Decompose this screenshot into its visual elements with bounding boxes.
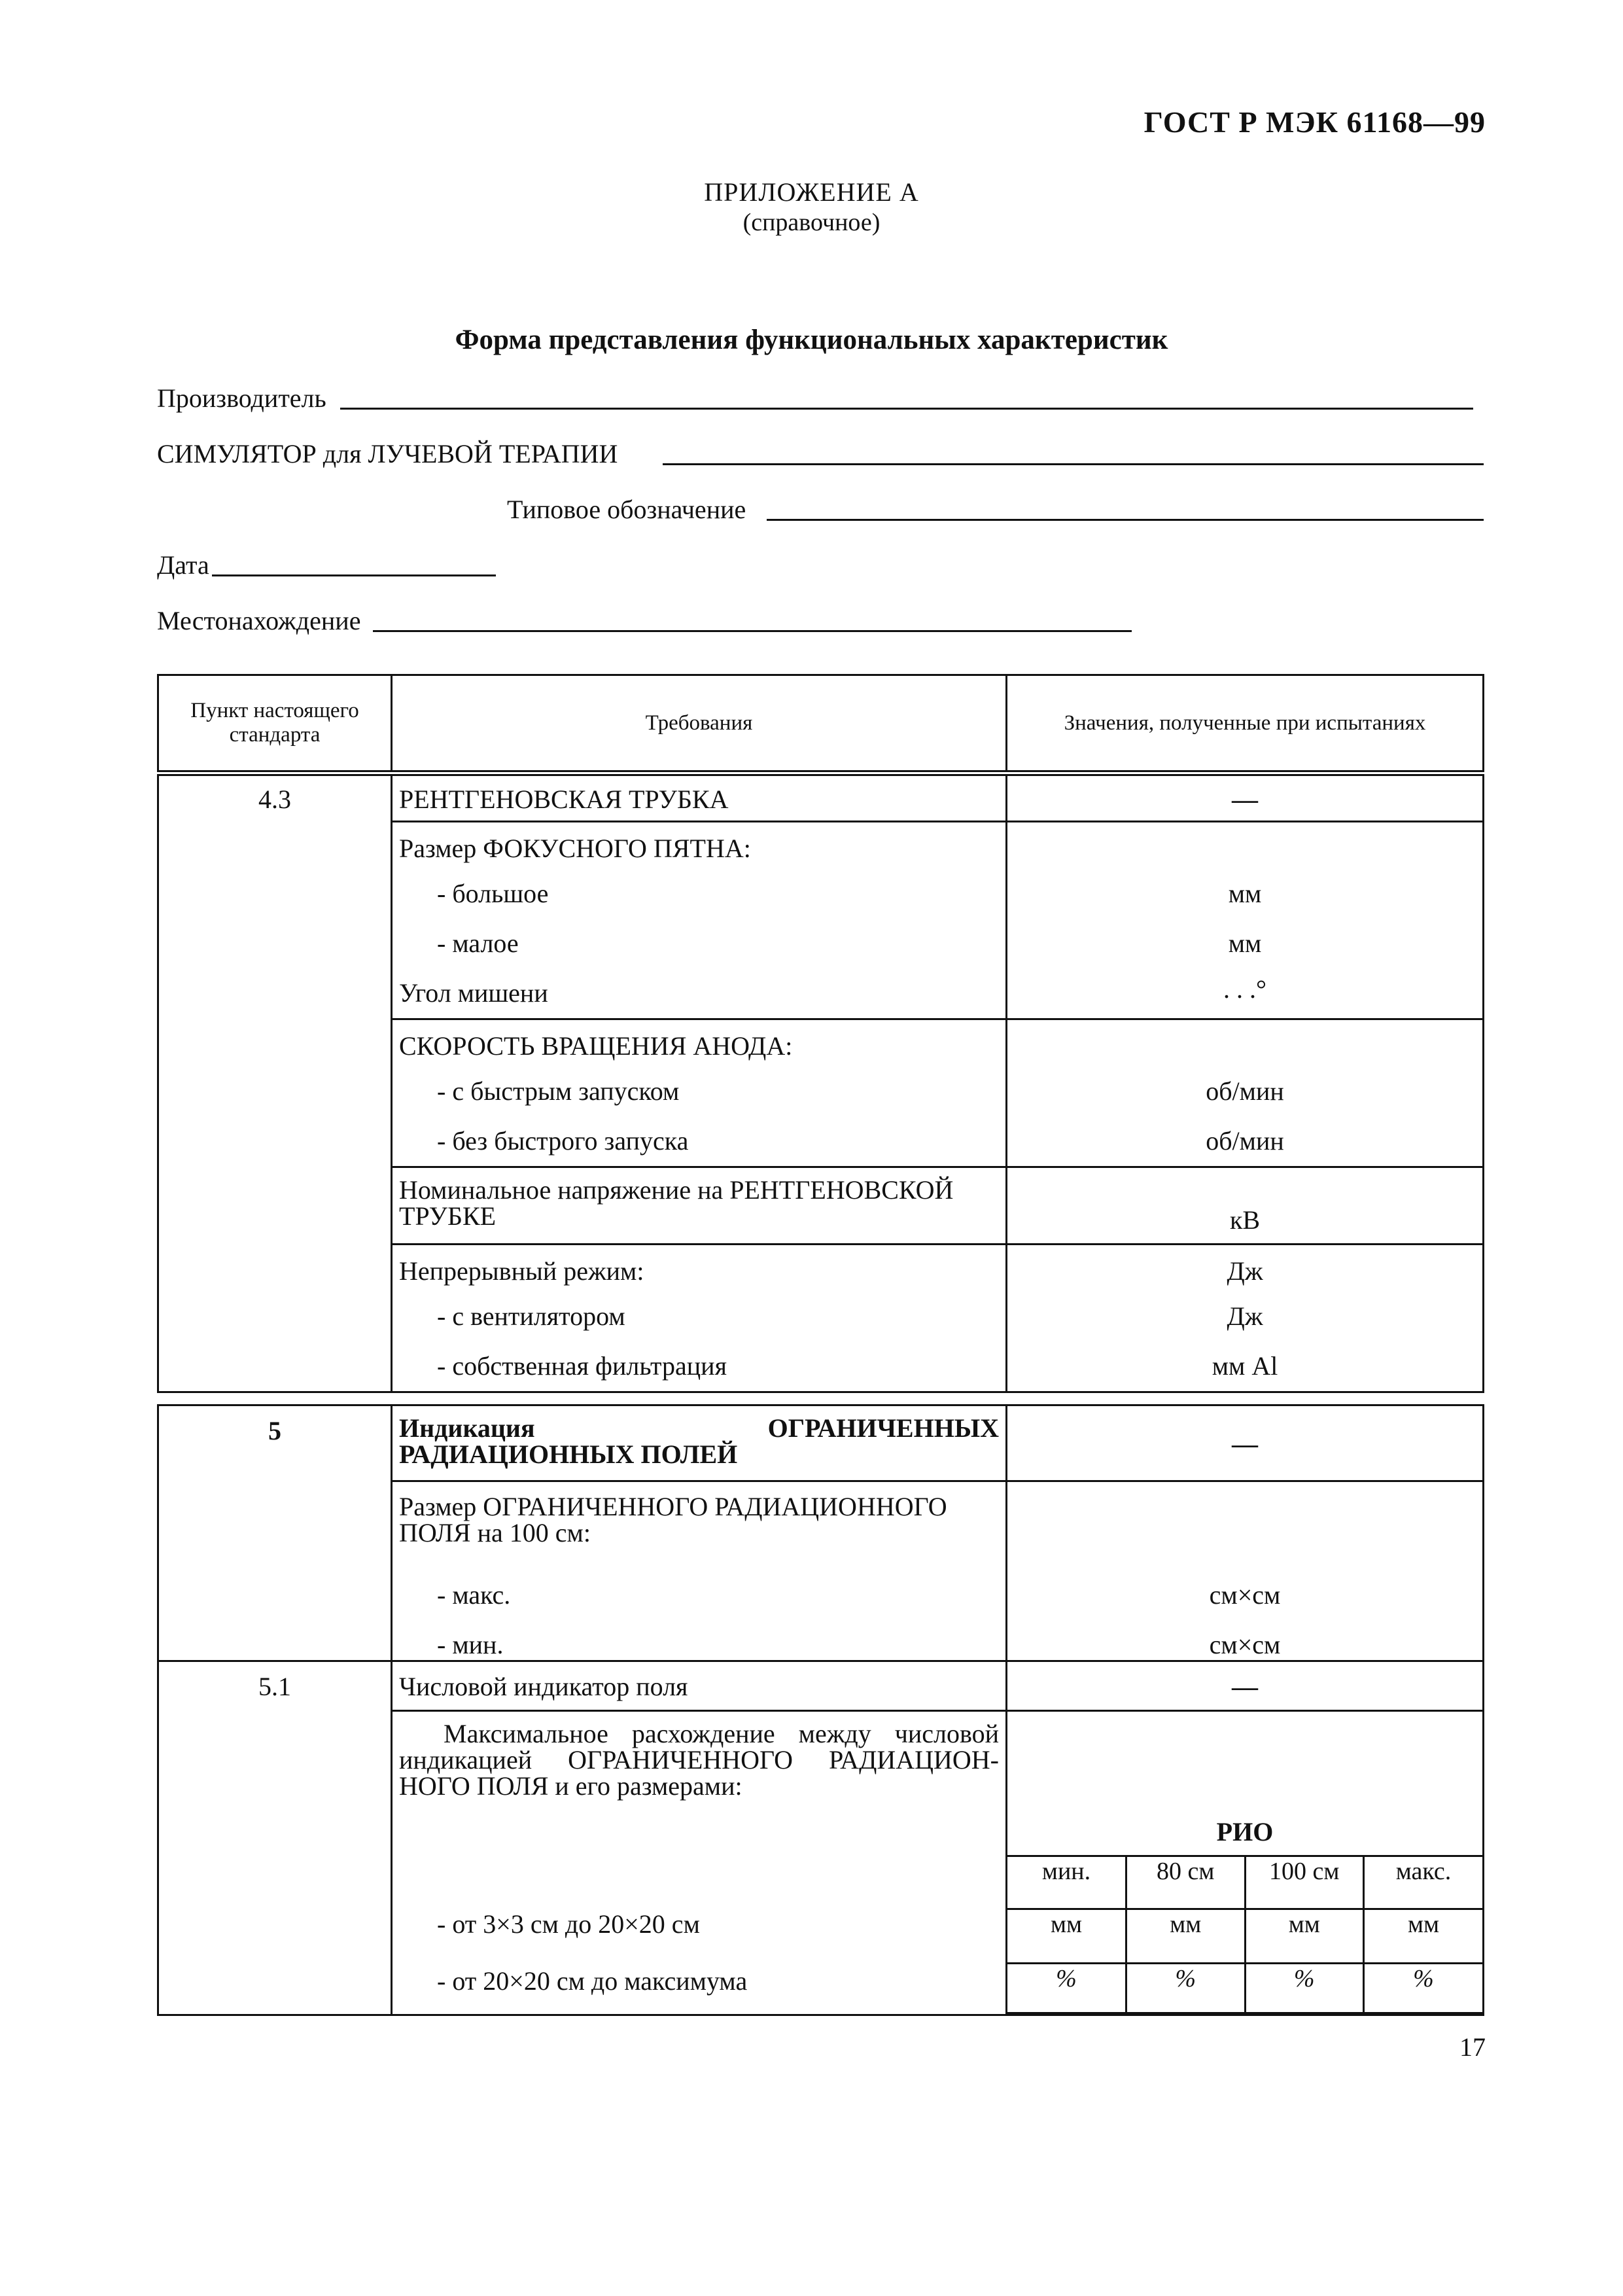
value — [1007, 1481, 1484, 1580]
requirement: Угол мишени — [392, 971, 1007, 1019]
requirement: - мин. — [392, 1629, 1007, 1661]
standard-code: ГОСТ Р МЭК 61168—99 — [1143, 105, 1486, 139]
value — [1007, 1019, 1484, 1069]
indication-line — [399, 1415, 999, 1441]
range2-values — [1007, 1964, 1482, 2014]
requirement: - с вентилятором — [392, 1294, 1007, 1344]
simulator-label: СИМУЛЯТОР для ЛУЧЕВОЙ ТЕРАПИИ — [157, 439, 618, 468]
manufacturer-field[interactable] — [340, 408, 1473, 410]
manufacturer-label: Производитель — [157, 383, 326, 413]
range2-value: % — [1245, 1964, 1364, 2013]
value: об/мин — [1007, 1069, 1484, 1119]
header-requirements: Требования — [392, 675, 1007, 773]
rio-col-min: мин. — [1041, 1857, 1091, 1885]
header-clause: Пункт настоящего стандарта — [158, 675, 392, 773]
characteristics-table — [157, 674, 1484, 1393]
value: — — [1007, 1405, 1484, 1481]
rio-columns — [1007, 1857, 1482, 1908]
requirement: Максимальное расхождение между числовой индикацией ОГРАНИЧЕННОГО РАДИАЦИОН-НОГО ПОЛЯ и его размерами: — [392, 1710, 1007, 1856]
value: Дж — [1007, 1245, 1484, 1294]
date-field[interactable] — [212, 574, 496, 576]
header-values: Значения, полученные при испытаниях — [1007, 675, 1484, 773]
range1-values-cell — [1007, 1909, 1484, 1963]
rio-col-80: 80 см — [1126, 1857, 1246, 1908]
value: Дж — [1007, 1294, 1484, 1344]
value: мм Al — [1007, 1344, 1484, 1392]
rio-header: РИО — [1007, 1710, 1484, 1856]
range1-value: мм — [1245, 1910, 1364, 1962]
rio-columns-cell — [1007, 1856, 1484, 1909]
requirement: - макс. — [392, 1580, 1007, 1629]
value: мм — [1007, 872, 1484, 921]
requirement: - от 20×20 см до максимума — [392, 1963, 1007, 2015]
range2-value: % — [1126, 1964, 1246, 2013]
date-label: Дата — [157, 550, 209, 580]
range1-value: мм — [1364, 1910, 1483, 1962]
range1-value: мм — [1126, 1910, 1246, 1962]
page-number: 17 — [1459, 2032, 1486, 2062]
requirement: - с быстрым запуском — [392, 1069, 1007, 1119]
location-field[interactable] — [373, 630, 1132, 632]
characteristics-table-continued — [157, 1404, 1484, 2016]
value: об/мин — [1007, 1119, 1484, 1167]
value: см×см — [1007, 1629, 1484, 1661]
simulator-field[interactable] — [663, 463, 1484, 465]
requirement: Размер ОГРАНИЧЕННОГО РАДИАЦИОННОГО ПОЛЯ на 100 см: — [392, 1481, 1007, 1580]
requirement: Размер ФОКУСНОГО ПЯТНА: — [392, 822, 1007, 872]
table-header-row — [158, 675, 1484, 773]
appendix-title: ПРИЛОЖЕНИЕ А — [704, 177, 919, 207]
requirement: - малое — [392, 921, 1007, 971]
range1-value: мм — [1050, 1910, 1083, 1938]
requirement: Числовой индикатор поля — [392, 1661, 1007, 1710]
requirement: РЕНТГЕНОВСКАЯ ТРУБКА — [392, 773, 1007, 822]
value: см×см — [1007, 1580, 1484, 1629]
value: кВ — [1007, 1167, 1484, 1245]
requirement: Непрерывный режим: — [392, 1245, 1007, 1294]
range1-values — [1007, 1910, 1482, 1962]
indication-fields: РАДИАЦИОННЫХ ПОЛЕЙ — [399, 1439, 738, 1469]
range2-value: % — [1007, 1964, 1126, 2013]
value: — — [1007, 773, 1484, 822]
indication-limited: ОГРАНИЧЕННЫХ — [767, 1413, 999, 1443]
table-row — [158, 1661, 1484, 1710]
value: . . .° — [1007, 971, 1484, 1019]
value — [1007, 822, 1484, 872]
table-row — [158, 1405, 1484, 1481]
location-label: Местонахождение — [157, 606, 361, 635]
form-title: Форма представления функциональных характеристик — [455, 325, 1168, 355]
clause-number: 5.1 — [158, 1661, 392, 2015]
value: мм — [1007, 921, 1484, 971]
appendix-subtitle: (справочное) — [742, 209, 881, 236]
requirement: - от 3×3 см до 20×20 см — [392, 1909, 1007, 1963]
type-designation-label: Типовое обозначение — [507, 495, 746, 524]
requirement: СКОРОСТЬ ВРАЩЕНИЯ АНОДА: — [392, 1019, 1007, 1069]
clause-number: 4.3 — [158, 773, 392, 1392]
rio-col-max: макс. — [1364, 1857, 1483, 1908]
clause-number: 5 — [158, 1405, 392, 1661]
range2-values-cell — [1007, 1963, 1484, 2015]
requirement: Номинальное напряжение на РЕНТГЕНОВСКОЙ ТРУБКЕ — [392, 1167, 1007, 1245]
requirement — [392, 1405, 1007, 1481]
range2-value: % — [1364, 1964, 1483, 2013]
type-designation-field[interactable] — [767, 519, 1484, 521]
requirement: - большое — [392, 872, 1007, 921]
requirement — [392, 1856, 1007, 1909]
indication-word: Индикация — [399, 1413, 535, 1443]
value: — — [1007, 1661, 1484, 1710]
rio-col-100: 100 см — [1245, 1857, 1364, 1908]
table-row — [158, 773, 1484, 822]
requirement: - без быстрого запуска — [392, 1119, 1007, 1167]
requirement: - собственная фильтрация — [392, 1344, 1007, 1392]
